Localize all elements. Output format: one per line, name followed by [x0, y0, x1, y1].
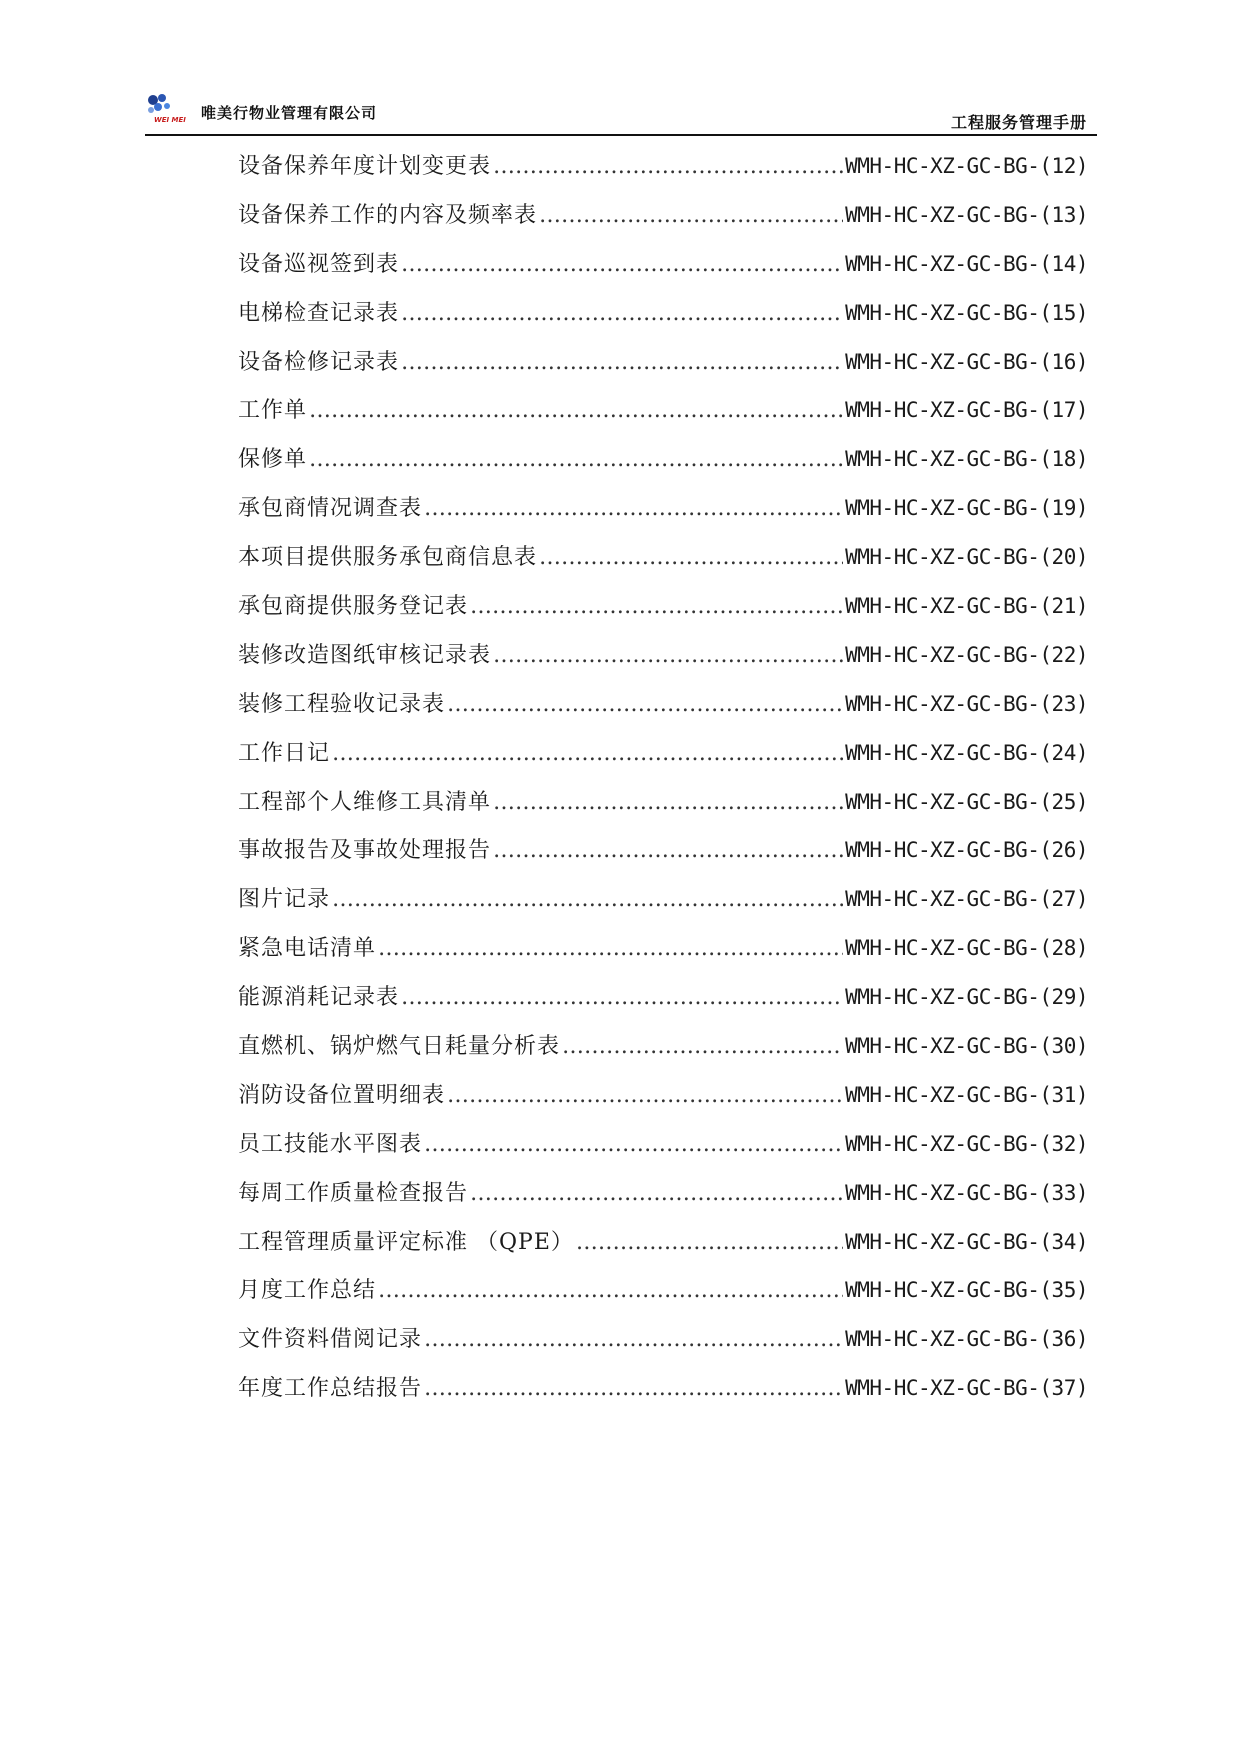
- toc-entry-title: 装修工程验收记录表: [238, 691, 446, 717]
- toc-entry-code: WMH-HC-XZ-GC-BG-(37): [845, 1376, 1088, 1401]
- toc-entry: [238, 680, 1088, 729]
- toc-dot-leader: [332, 730, 843, 779]
- toc-entry: [238, 484, 1088, 533]
- toc-entry-title: 承包商情况调查表: [238, 496, 423, 522]
- toc-dot-leader: [447, 681, 843, 730]
- toc-dot-leader: [470, 1170, 843, 1219]
- toc-dot-leader: [401, 290, 843, 339]
- toc-dot-leader: [309, 387, 843, 436]
- toc-entry-code: WMH-HC-XZ-GC-BG-(16): [845, 349, 1088, 374]
- toc-entry-code: WMH-HC-XZ-GC-BG-(22): [845, 642, 1088, 667]
- toc-entry-title: 承包商提供服务登记表: [238, 594, 469, 620]
- toc-dot-leader: [424, 1316, 843, 1365]
- toc-entry-title: 月度工作总结: [238, 1278, 377, 1304]
- toc-entry-code: WMH-HC-XZ-GC-BG-(15): [845, 300, 1088, 325]
- toc-entry: [238, 973, 1088, 1022]
- toc-entry-code: WMH-HC-XZ-GC-BG-(36): [845, 1327, 1088, 1352]
- toc-entry: [238, 875, 1088, 924]
- toc-entry: [238, 1315, 1088, 1364]
- toc-entry-title: 工作日记: [238, 740, 331, 766]
- toc-entry-title: 能源消耗记录表: [238, 985, 400, 1011]
- toc-entry: [238, 240, 1088, 289]
- toc-entry: [238, 1071, 1088, 1120]
- toc-entry-title: 消防设备位置明细表: [238, 1082, 446, 1108]
- toc-entry: [238, 826, 1088, 875]
- toc-entry-code: WMH-HC-XZ-GC-BG-(33): [845, 1180, 1088, 1205]
- toc-entry-code: WMH-HC-XZ-GC-BG-(27): [845, 887, 1088, 912]
- toc-entry-code: WMH-HC-XZ-GC-BG-(13): [845, 202, 1088, 227]
- toc-entry: [238, 1169, 1088, 1218]
- toc-entry-title: 紧急电话清单: [238, 936, 377, 962]
- toc-dot-leader: [309, 436, 843, 485]
- toc-entry-title: 每周工作质量检查报告: [238, 1180, 469, 1206]
- toc-entry-title: 保修单: [238, 447, 308, 473]
- toc-entry: [238, 1120, 1088, 1169]
- toc-dot-leader: [493, 827, 843, 876]
- toc-entry: [238, 289, 1088, 338]
- toc-dot-leader: [539, 534, 843, 583]
- header-divider: [145, 134, 1097, 136]
- logo-text: WEI MEI: [154, 116, 186, 124]
- toc-dot-leader: [424, 485, 843, 534]
- toc-entry-title: 设备巡视签到表: [238, 251, 400, 277]
- toc-entry-title: 工程管理质量评定标准 （QPE）: [238, 1229, 574, 1255]
- toc-entry: [238, 338, 1088, 387]
- toc-entry-code: WMH-HC-XZ-GC-BG-(30): [845, 1034, 1088, 1059]
- toc-dot-leader: [424, 1121, 843, 1170]
- toc-entry-code: WMH-HC-XZ-GC-BG-(31): [845, 1082, 1088, 1107]
- toc-entry-code: WMH-HC-XZ-GC-BG-(21): [845, 594, 1088, 619]
- toc-entry-title: 文件资料借阅记录: [238, 1327, 423, 1353]
- toc-entry-title: 工作单: [238, 398, 308, 424]
- toc-dot-leader: [493, 779, 843, 828]
- toc-entry-code: WMH-HC-XZ-GC-BG-(24): [845, 740, 1088, 765]
- toc-entry: [238, 1266, 1088, 1315]
- toc-entry: [238, 631, 1088, 680]
- toc-dot-leader: [401, 974, 843, 1023]
- toc-entry-code: WMH-HC-XZ-GC-BG-(35): [845, 1278, 1088, 1303]
- toc-entry-title: 设备保养年度计划变更表: [238, 154, 492, 179]
- toc-dot-leader: [470, 583, 843, 632]
- toc-entry-title: 装修改造图纸审核记录表: [238, 642, 492, 668]
- toc-entry-code: WMH-HC-XZ-GC-BG-(25): [845, 789, 1088, 814]
- toc-dot-leader: [539, 192, 843, 241]
- toc-entry-code: WMH-HC-XZ-GC-BG-(32): [845, 1131, 1088, 1156]
- toc-entry-title: 员工技能水平图表: [238, 1131, 423, 1157]
- toc-entry-title: 设备保养工作的内容及频率表: [238, 202, 538, 228]
- toc-entry-code: WMH-HC-XZ-GC-BG-(29): [845, 985, 1088, 1010]
- toc-entry-title: 设备检修记录表: [238, 349, 400, 375]
- toc-entry-code: WMH-HC-XZ-GC-BG-(28): [845, 936, 1088, 961]
- toc-entry-code: WMH-HC-XZ-GC-BG-(26): [845, 838, 1088, 863]
- toc-dot-leader: [424, 1365, 843, 1414]
- toc-dot-leader: [493, 632, 843, 681]
- toc-dot-leader: [562, 1023, 843, 1072]
- toc-entry-title: 事故报告及事故处理报告: [238, 838, 492, 864]
- toc-entry-title: 年度工作总结报告: [238, 1376, 423, 1402]
- toc-entry-title: 直燃机、锅炉燃气日耗量分析表: [238, 1034, 561, 1060]
- toc-dot-leader: [401, 241, 843, 290]
- toc-entry: [238, 533, 1088, 582]
- toc-entry-title: 图片记录: [238, 887, 331, 913]
- toc-entry: [238, 142, 1088, 191]
- toc-entry-code: WMH-HC-XZ-GC-BG-(17): [845, 398, 1088, 423]
- toc-dot-leader: [401, 339, 843, 388]
- toc-dot-leader: [493, 143, 843, 192]
- toc-entry: [238, 191, 1088, 240]
- page-header: [145, 86, 1097, 134]
- toc-dot-leader: [378, 925, 843, 974]
- toc-entry-code: WMH-HC-XZ-GC-BG-(34): [845, 1229, 1088, 1254]
- toc-entry-title: 电梯检查记录表: [238, 300, 400, 326]
- toc-entry-code: WMH-HC-XZ-GC-BG-(23): [845, 691, 1088, 716]
- toc-entry-code: WMH-HC-XZ-GC-BG-(20): [845, 545, 1088, 570]
- toc-entry: [238, 1364, 1088, 1413]
- toc-dot-leader: [576, 1219, 843, 1268]
- toc-entry-code: WMH-HC-XZ-GC-BG-(19): [845, 496, 1088, 521]
- company-name: 唯美行物业管理有限公司: [201, 104, 378, 122]
- toc-entry: [238, 778, 1088, 827]
- toc-dot-leader: [447, 1072, 843, 1121]
- toc-entry: [238, 435, 1088, 484]
- toc-entry: [238, 1218, 1088, 1267]
- toc-dot-leader: [332, 876, 843, 925]
- company-logo: [145, 92, 197, 126]
- toc-entry-code: WMH-HC-XZ-GC-BG-(18): [845, 447, 1088, 472]
- toc-entry: [238, 386, 1088, 435]
- toc-entry-title: 工程部个人维修工具清单: [238, 789, 492, 815]
- toc-entry: [238, 1022, 1088, 1071]
- toc-entry: [238, 924, 1088, 973]
- toc-entry-title: 本项目提供服务承包商信息表: [238, 545, 538, 571]
- table-of-contents: [238, 142, 1088, 1413]
- toc-entry: [238, 729, 1088, 778]
- toc-dot-leader: [378, 1267, 843, 1316]
- toc-entry: [238, 582, 1088, 631]
- toc-entry-code: WMH-HC-XZ-GC-BG-(14): [845, 251, 1088, 276]
- manual-title: 工程服务管理手册: [950, 113, 1087, 132]
- toc-entry-code: WMH-HC-XZ-GC-BG-(12): [845, 154, 1088, 178]
